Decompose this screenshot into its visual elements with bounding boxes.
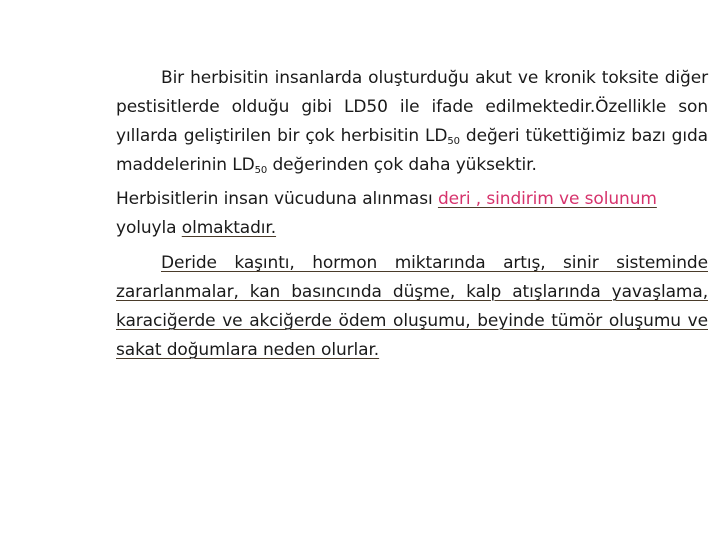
paragraph-ld50-text-b: değeri tükettiğimiz bazı gıda maddelerinin LD	[116, 126, 708, 175]
ld50-subscript-1: 50	[447, 136, 460, 147]
paragraph-exposure-text-b: yoluyla	[116, 218, 182, 238]
exposure-routes-highlight: deri , sindirim ve solunum	[437, 189, 657, 209]
slide-content	[116, 64, 708, 365]
paragraph-effects: Deride kaşıntı, hormon miktarında artış, sinir sisteminde zararlanmalar, kan basıncında düşme, kalp atışlarında yavaşlama, karaciğerde ve akciğerde ödem oluşumu, beyinde tümör oluşumu ve sakat doğumlara neden olurlar.	[116, 253, 708, 360]
paragraph-ld50	[116, 64, 708, 180]
paragraph-ld50-text-c: değerinden çok daha yüksektir.	[267, 155, 537, 175]
paragraph-ld50-text-a: Bir herbisitin insanlarda oluşturduğu akut ve kronik toksite diğer pestisitlerde olduğu gibi LD50 ile ifade edilmektedir.Özellikle son yıllarda geliştirilen bir çok herbisitin LD	[116, 68, 708, 146]
ld50-subscript-2: 50	[254, 165, 268, 176]
exposure-underlined-word: olmaktadır.	[181, 218, 277, 238]
paragraph-exposure-routes	[116, 185, 708, 243]
paragraph-exposure-text-a: Herbisitlerin insan vücuduna alınması	[116, 189, 438, 209]
